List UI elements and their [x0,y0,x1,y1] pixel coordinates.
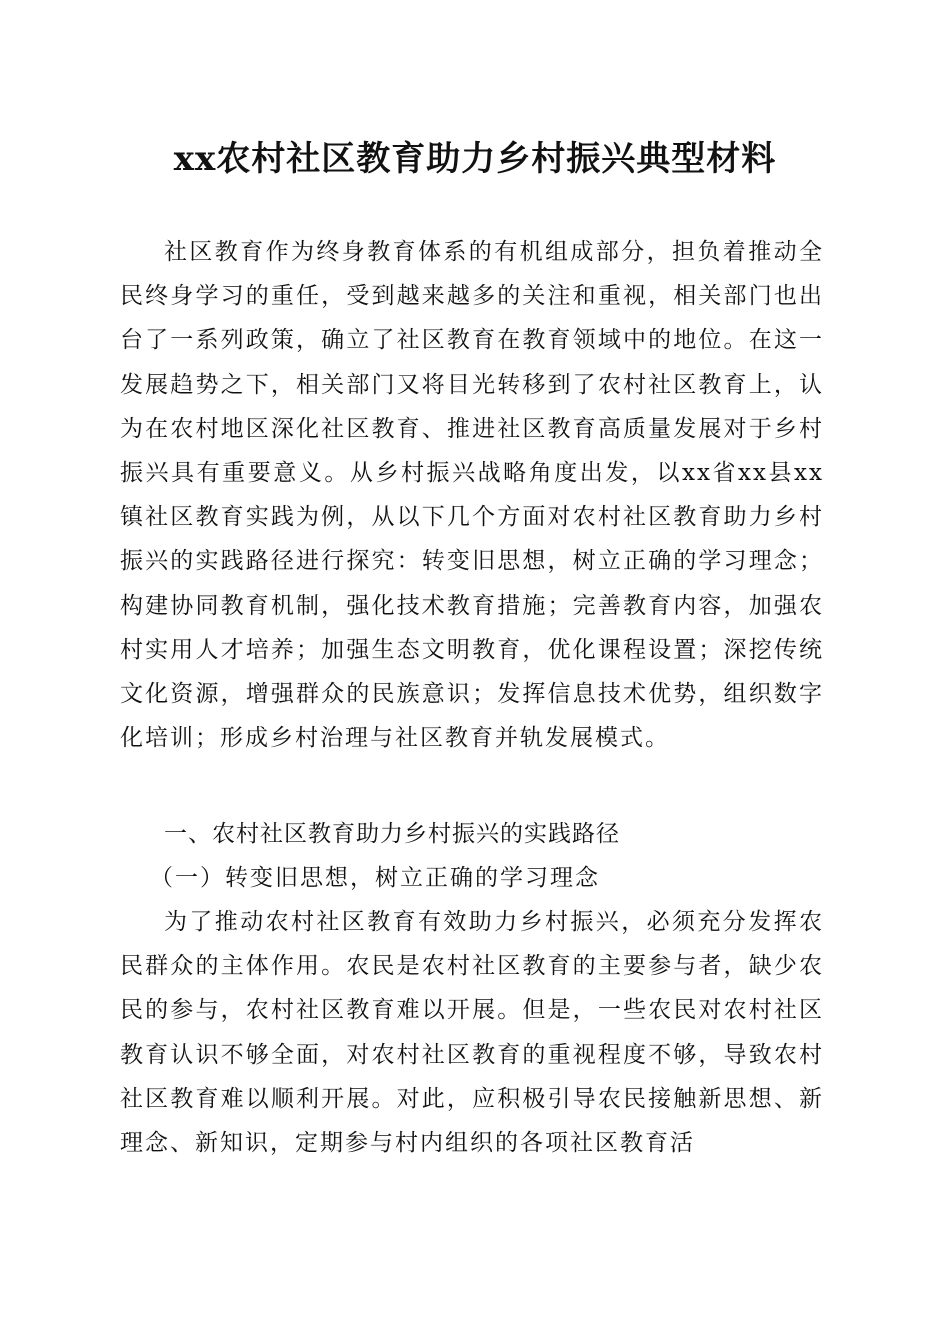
section-heading: 一、农村社区教育助力乡村振兴的实践路径 [164,821,620,847]
intro-paragraph: 社区教育作为终身教育体系的有机组成部分，担负着推动全民终身学习的重任，受到越来越多的关注和重视，相关部门也出台了一系列政策，确立了社区教育在教育领域中的地位。在这一发展趋势之下，相关部门又将目光转移到了农村社区教育上，认为在农村地区深化社区教育、推进社区教育高质量发展对于乡村振兴具有重要意义。从乡村振兴战略角度出发，以xx省xx县xx镇社区教育实践为例，从以下几个方面对农村社区教育助力乡村振兴的实践路径进行探究：转变旧思想，树立正确的学习理念；构建协同教育机制，强化技术教育措施；完善教育内容，加强农村实用人才培养；加强生态文明教育，优化课程设置；深挖传统文化资源，增强群众的民族意识；发挥信息技术优势，组织数字化培训；形成乡村治理与社区教育并轨发展模式。 [120,239,824,752]
subsection-heading: （一）转变旧思想，树立正确的学习理念 [150,865,600,891]
document-title: xx农村社区教育助力乡村振兴典型材料 [173,139,777,179]
section-paragraph: 为了推动农村社区教育有效助力乡村振兴，必须充分发挥农民群众的主体作用。农民是农村社区教育的主要参与者，缺少农民的参与，农村社区教育难以开展。但是，一些农民对农村社区教育认识不够全面，对农村社区教育的重视程度不够，导致农村社区教育难以顺利开展。对此，应积极引导农民接触新思想、新理念、新知识，定期参与村内组织的各项社区教育活 [120,909,824,1157]
